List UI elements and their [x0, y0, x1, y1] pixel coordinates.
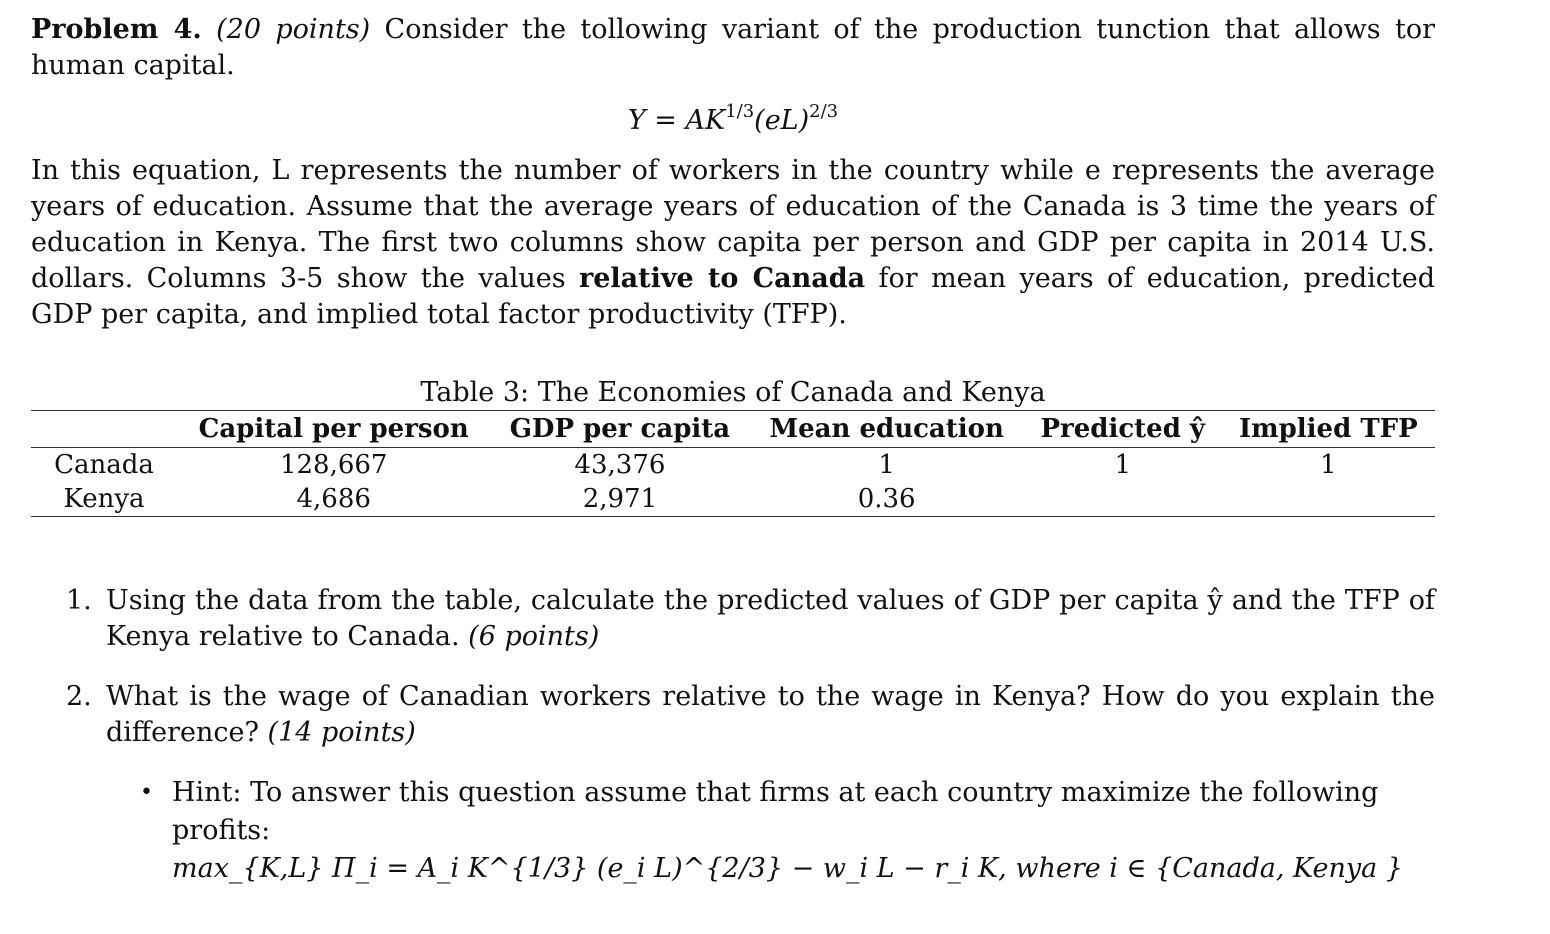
table-row: [31, 482, 1435, 517]
cell-predicted: [1024, 482, 1222, 517]
question-body: What is the wage of Canadian workers relative to the wage in Kenya? How do you explain the difference?: [106, 681, 1435, 748]
formula-k-exponent: 1/3: [725, 101, 755, 122]
production-function: $Y = AK^{1/3}(eL)^{2/3}$: [627, 101, 839, 136]
row-country: Kenya: [31, 482, 177, 517]
problem-points: (20 points): [216, 14, 371, 45]
list-item: [66, 583, 1435, 655]
problem-block: [31, 12, 1435, 333]
cell-tfp: [1222, 482, 1435, 517]
formula-paren: (eL): [754, 105, 810, 136]
intro-bold: relative to Canada: [578, 263, 866, 294]
bullet-icon: •: [140, 780, 153, 805]
formula-base: AK: [685, 105, 726, 136]
intro-paragraph: [31, 153, 1435, 333]
cell-gdp: 43,376: [574, 450, 666, 480]
question-text: [106, 583, 1435, 655]
list-item: [66, 679, 1435, 751]
table-row: [31, 448, 1435, 483]
problem-text: Consider the tollowing variant of the production tunction that allows tor human capital.: [31, 14, 1435, 81]
header-capital: Capital per person: [177, 411, 490, 448]
cell-predicted: 1: [1114, 450, 1132, 480]
economies-table: [31, 376, 1435, 517]
header-predicted: Predicted ŷ: [1024, 411, 1222, 448]
question-number: 1.: [66, 585, 92, 616]
question-points: (6 points): [468, 621, 600, 652]
cell-capital: 4,686: [177, 482, 490, 517]
formula-paren-exponent: 2/3: [809, 101, 839, 122]
intro-text-2: for mean years of education, predicted GDP per capita, and implied total factor productivity (TFP).: [31, 263, 1435, 330]
header-tfp: Implied TFP: [1222, 411, 1435, 448]
question-number: 2.: [66, 681, 92, 712]
table-header-row: [31, 411, 1435, 448]
question-text: [106, 679, 1435, 751]
question-list: [66, 583, 1435, 775]
header-education: Mean education: [749, 411, 1023, 448]
header-gdp: GDP per capita: [490, 411, 749, 448]
intro-text-1: In this equation, L represents the number of workers in the country while e represents the average years of education. Assume that the average years of education of the Canada is 3 time the years of education in Kenya. The first two columns show capita per person and GDP per capita in 2014 U.S. dollars. Columns 3-5 show the values: [31, 155, 1435, 294]
question-points: (14 points): [267, 717, 416, 748]
hint-item: [140, 774, 1435, 888]
hint-text: [172, 774, 1435, 888]
table-caption: Table 3: The Economies of Canada and Kenya: [420, 377, 1046, 408]
question-body: Using the data from the table, calculate the predicted values of GDP per capita ŷ and the TFP of Kenya relative to Canada.: [106, 585, 1435, 652]
cell-gdp: 2,971: [490, 482, 749, 517]
problem-heading: Problem 4.: [31, 14, 202, 45]
hint-line-2: max_{K,L} Π_i = A_i K^{1/3} (e_i L)^{2/3} − w_i L − r_i K, where i ∈ {Canada, Kenya }: [172, 853, 1403, 884]
header-country: [31, 411, 177, 448]
cell-tfp: 1: [1320, 450, 1337, 480]
formula-lhs: Y: [627, 105, 646, 136]
cell-capital: 128,667: [279, 450, 388, 480]
data-table: [31, 410, 1435, 517]
cell-education: 0.36: [749, 482, 1023, 517]
cell-education: 1: [878, 450, 895, 480]
row-country: Canada: [54, 450, 154, 480]
hint-line-1: Hint: To answer this question assume that firms at each country maximize the following profits:: [172, 777, 1379, 846]
problem-statement: [31, 12, 1435, 84]
